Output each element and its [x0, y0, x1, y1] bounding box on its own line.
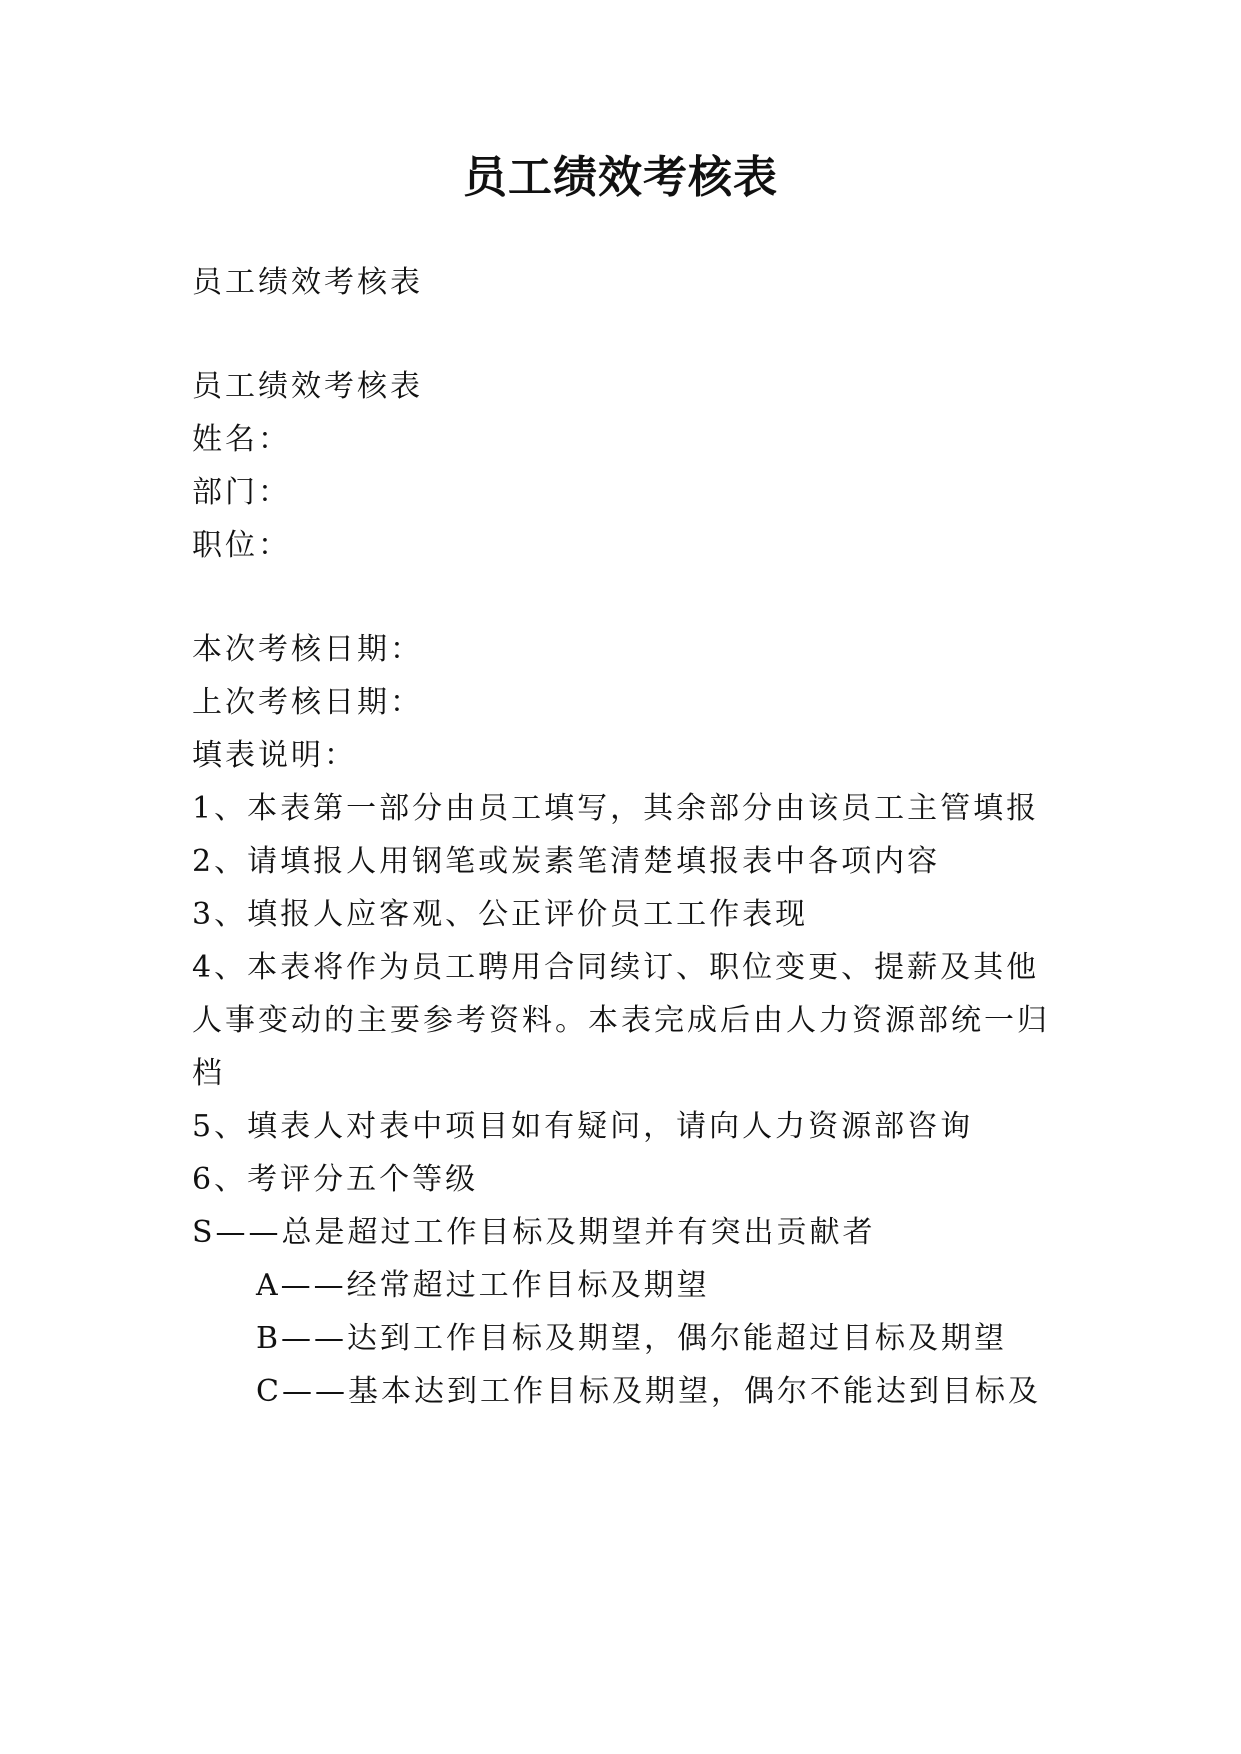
grade-s-description: S——总是超过工作目标及期望并有突出贡献者: [192, 1215, 876, 1250]
instruction-item: 3、填报人应客观、公正评价员工工作表现: [192, 897, 809, 932]
instruction-item: 2、请填报人用钢笔或炭素笔清楚填报表中各项内容: [192, 844, 941, 879]
subtitle-2: 员工绩效考核表: [192, 369, 423, 404]
document-title: 员工绩效考核表: [463, 152, 778, 203]
grade-c-description: C——基本达到工作目标及期望，偶尔不能达到目标及: [256, 1374, 1041, 1409]
instruction-item-continued: 档: [192, 1056, 225, 1091]
subtitle-1: 员工绩效考核表: [192, 265, 423, 300]
instruction-item: 1、本表第一部分由员工填写，其余部分由该员工主管填报: [192, 791, 1040, 826]
instruction-item: 6、考评分五个等级: [192, 1162, 479, 1197]
field-position-label: 职位：: [192, 528, 291, 563]
field-department-label: 部门：: [192, 475, 291, 510]
instruction-item: 5、填表人对表中项目如有疑问，请向人力资源部咨询: [192, 1109, 974, 1144]
last-review-date-label: 上次考核日期：: [192, 685, 423, 720]
instructions-heading: 填表说明：: [192, 738, 357, 773]
field-name-label: 姓名：: [192, 422, 291, 457]
instruction-item-continued: 人事变动的主要参考资料。本表完成后由人力资源部统一归: [192, 1003, 1050, 1038]
grade-a-description: A——经常超过工作目标及期望: [256, 1268, 710, 1303]
current-review-date-label: 本次考核日期：: [192, 632, 423, 667]
grade-b-description: B——达到工作目标及期望，偶尔能超过目标及期望: [256, 1321, 1008, 1356]
instruction-item: 4、本表将作为员工聘用合同续订、职位变更、提薪及其他: [192, 950, 1040, 985]
